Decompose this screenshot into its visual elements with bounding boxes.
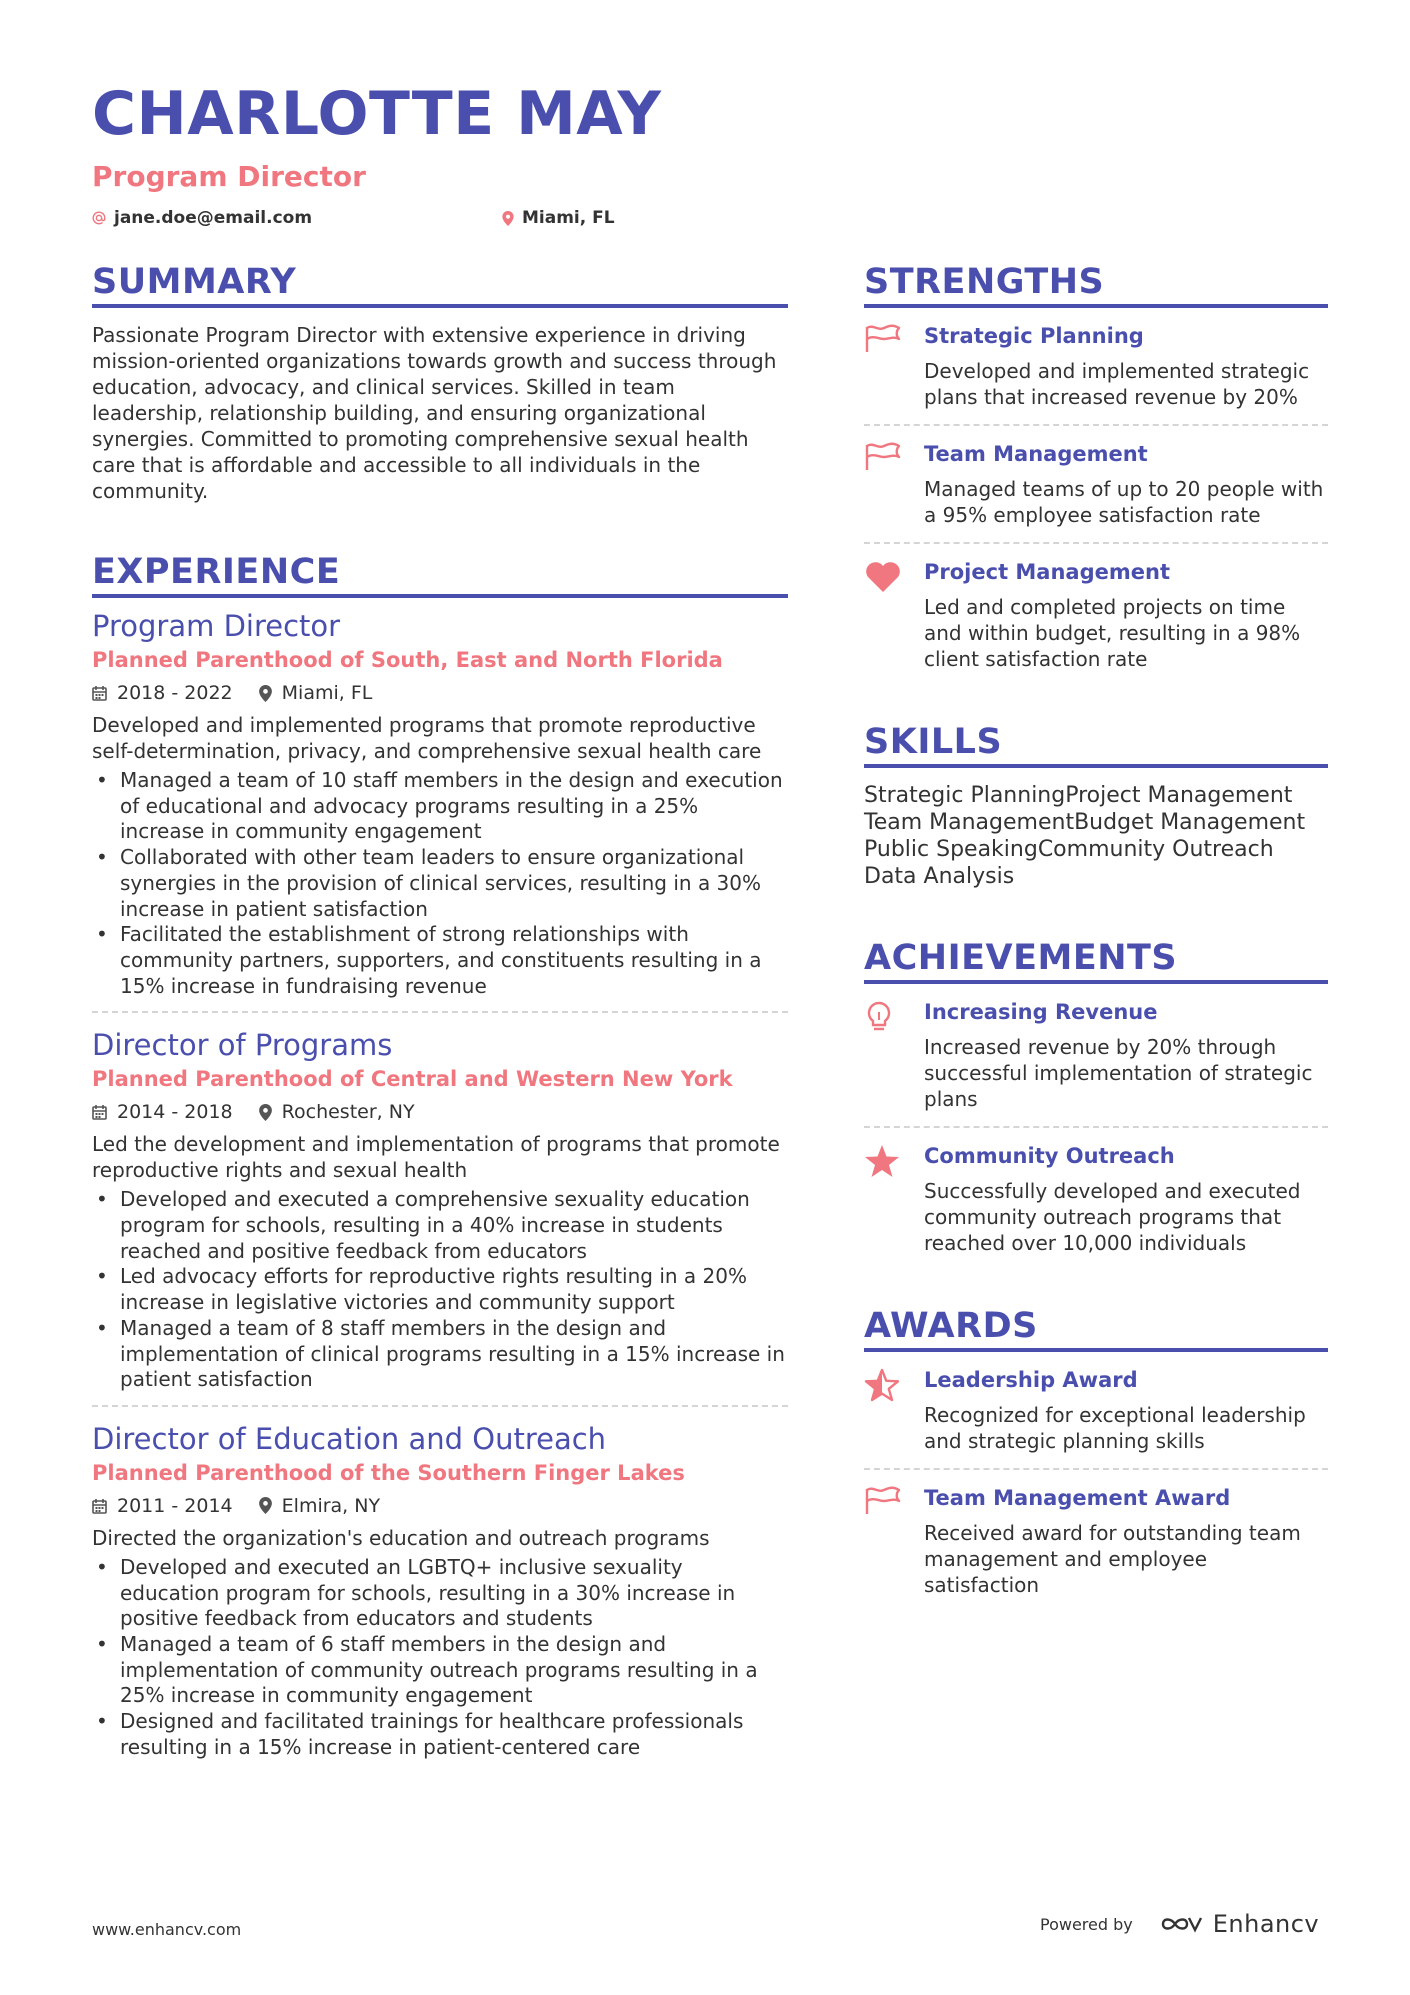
- skills-line: [864, 863, 1328, 890]
- skill-item: Community Outreach: [1037, 837, 1274, 862]
- job-description: Developed and implemented programs that promote reproductive self-determination, privacy, and comprehensive sexual health care: [92, 713, 762, 763]
- company-name: Planned Parenthood of the Southern Finger Lakes: [92, 1460, 685, 1485]
- skills-line: [864, 782, 1328, 809]
- job-location-text: Elmira, NY: [281, 1494, 381, 1517]
- contact-email[interactable]: [92, 208, 502, 228]
- email-text: jane.doe@email.com: [114, 208, 313, 228]
- job-dates-text: 2018 - 2022: [117, 682, 233, 704]
- achievement-title: Increasing Revenue: [924, 1000, 1158, 1024]
- right-column: [864, 262, 1328, 1612]
- contact-location: [502, 208, 615, 228]
- bullet-item: • Managed a team of 10 staff members in the design and execution of educational and advocacy programs resulting in a 25% increase in community engagement: [92, 768, 788, 845]
- award-description: Recognized for exceptional leadership and strategic planning skills: [924, 1403, 1306, 1453]
- footer-website[interactable]: www.enhancv.com: [92, 1920, 242, 1939]
- flag-icon: [864, 322, 924, 410]
- job-location: [259, 1099, 415, 1125]
- skill-item: Strategic Planning: [864, 783, 1066, 808]
- calendar-icon: [92, 685, 107, 701]
- job-location: [259, 680, 373, 706]
- job-dates: [92, 1493, 233, 1519]
- achievement-body: [924, 1142, 1328, 1256]
- awards-list: [864, 1352, 1328, 1612]
- strength-title: Team Management: [924, 442, 1148, 466]
- summary-section: [92, 262, 788, 504]
- achievements-section: [864, 938, 1328, 1270]
- strength-body: [924, 558, 1328, 672]
- award-description: Received award for outstanding team management and employee satisfaction: [924, 1521, 1301, 1597]
- job-dates: [92, 1099, 233, 1125]
- achievement-description: Increased revenue by 20% through successful implementation of strategic plans: [924, 1035, 1313, 1111]
- enhancv-logo-icon: [1159, 1912, 1205, 1936]
- job-bullets: [92, 1555, 788, 1761]
- job-location: [259, 1493, 380, 1519]
- skill-item: Budget Management: [1074, 810, 1306, 835]
- strengths-section: [864, 262, 1328, 686]
- heart-icon: [864, 558, 924, 672]
- location-pin-icon: [259, 685, 272, 702]
- strength-description: Developed and implemented strategic plans that increased revenue by 20%: [924, 359, 1310, 409]
- strength-item: [864, 544, 1328, 686]
- powered-by-label: Powered by: [1040, 1914, 1133, 1934]
- job-meta: [92, 1099, 788, 1125]
- skills-line: [864, 836, 1328, 863]
- location-pin-icon: [259, 1104, 272, 1121]
- at-icon: [92, 211, 106, 225]
- skill-item: Public Speaking: [864, 837, 1038, 862]
- experience-item: [92, 608, 788, 1013]
- bullet-item: • Designed and facilitated trainings for healthcare professionals resulting in a 15% increase in patient-centered care: [92, 1709, 788, 1760]
- skill-item: Project Management: [1065, 783, 1293, 808]
- bullet-item: • Developed and executed a comprehensive sexuality education program for schools, resulting in a 40% increase in students reached and positive feedback from educators: [92, 1187, 788, 1264]
- strength-item: [864, 308, 1328, 426]
- experience-item: [92, 1027, 788, 1407]
- calendar-icon: [92, 1104, 107, 1120]
- job-title: Director of Education and Outreach: [92, 1421, 607, 1456]
- skills-heading: SKILLS: [864, 722, 1328, 768]
- resume-header: [92, 78, 1292, 228]
- company-name: Planned Parenthood of Central and Western New York: [92, 1067, 733, 1092]
- award-item: [864, 1470, 1328, 1612]
- award-title: Team Management Award: [924, 1486, 1231, 1510]
- left-column: [92, 262, 788, 1773]
- bullet-item: • Managed a team of 6 staff members in the design and implementation of community outreach programs resulting in a 25% increase in community engagement: [92, 1632, 788, 1709]
- bullet-item: • Facilitated the establishment of strong relationships with community partners, supporters, and constituents resulting in a 15% increase in fundraising revenue: [92, 922, 788, 999]
- footer-branding: [1040, 1910, 1319, 1938]
- job-title: Program Director: [92, 609, 341, 643]
- contact-info: [92, 208, 1292, 228]
- summary-text: Passionate Program Director with extensive experience in driving mission-oriented organizations towards growth and success through education, advocacy, and clinical services. Skilled in team leadership, relationship building, and ensuring organizational synergies. Committed to promoting comprehensive sexual health care that is affordable and accessible to all individuals in the community.: [92, 323, 777, 503]
- job-location-text: Miami, FL: [281, 682, 373, 704]
- location-text: Miami, FL: [522, 208, 615, 228]
- strength-body: [924, 440, 1328, 528]
- awards-heading: AWARDS: [864, 1306, 1328, 1352]
- strength-description: Led and completed projects on time and within budget, resulting in a 98% client satisfaction rate: [924, 595, 1301, 671]
- experience-heading: EXPERIENCE: [92, 552, 788, 598]
- brand-name: Enhancv: [1212, 1910, 1320, 1938]
- strengths-heading: STRENGTHS: [864, 262, 1328, 308]
- job-description: Led the development and implementation of programs that promote reproductive rights and sexual health: [92, 1132, 780, 1183]
- skill-item: Team Management: [864, 810, 1075, 835]
- star-outline-icon: [864, 1366, 924, 1454]
- skills-section: [864, 722, 1328, 890]
- job-dates-text: 2011 - 2014: [117, 1494, 233, 1517]
- award-item: [864, 1352, 1328, 1470]
- job-bullets: [92, 1187, 788, 1393]
- achievements-list: [864, 984, 1328, 1270]
- job-location-text: Rochester, NY: [281, 1101, 415, 1124]
- job-meta: [92, 680, 788, 706]
- strengths-list: [864, 308, 1328, 686]
- experience-section: [92, 552, 788, 1773]
- job-dates-text: 2014 - 2018: [117, 1101, 233, 1124]
- location-pin-icon: [502, 211, 514, 226]
- achievement-body: [924, 998, 1328, 1112]
- job-bullets: [92, 768, 788, 999]
- bullet-item: • Managed a team of 8 staff members in the design and implementation of clinical programs resulting in a 15% increase in patient satisfaction: [92, 1316, 788, 1393]
- candidate-name: CHARLOTTE MAY: [92, 79, 662, 149]
- job-meta: [92, 1493, 788, 1519]
- candidate-title: Program Director: [92, 160, 366, 193]
- award-body: [924, 1484, 1328, 1598]
- achievements-heading: ACHIEVEMENTS: [864, 938, 1328, 984]
- summary-heading: SUMMARY: [92, 262, 788, 308]
- strength-title: Project Management: [924, 560, 1170, 584]
- calendar-icon: [92, 1498, 107, 1514]
- bullet-item: • Developed and executed an LGBTQ+ inclusive sexuality education program for schools, resulting in a 30% increase in positive feedback from educators and students: [92, 1555, 788, 1632]
- strength-body: [924, 322, 1328, 410]
- bullet-item: • Led advocacy efforts for reproductive rights resulting in a 20% increase in legislative victories and community support: [92, 1264, 788, 1315]
- flag-icon: [864, 440, 924, 528]
- star-icon: [864, 1142, 924, 1256]
- achievement-item: [864, 1128, 1328, 1270]
- strength-description: Managed teams of up to 20 people with a 95% employee satisfaction rate: [924, 477, 1324, 527]
- skills-line: [864, 809, 1328, 836]
- bullet-item: • Collaborated with other team leaders to ensure organizational synergies in the provision of clinical services, resulting in a 30% increase in patient satisfaction: [92, 845, 788, 922]
- achievement-item: [864, 984, 1328, 1128]
- strength-title: Strategic Planning: [924, 324, 1144, 348]
- skills-list: [864, 782, 1328, 890]
- location-pin-icon: [259, 1497, 272, 1514]
- company-name: Planned Parenthood of South, East and North Florida: [92, 648, 723, 672]
- award-title: Leadership Award: [924, 1368, 1138, 1392]
- skill-item: Data Analysis: [864, 864, 1015, 889]
- strength-item: [864, 426, 1328, 544]
- job-title: Director of Programs: [92, 1028, 393, 1063]
- lightbulb-icon: [864, 998, 924, 1112]
- achievement-description: Successfully developed and executed community outreach programs that reached over 10,000 individuals: [924, 1179, 1301, 1255]
- job-description: Directed the organization's education and outreach programs: [92, 1525, 710, 1550]
- award-body: [924, 1366, 1328, 1454]
- experience-item: [92, 1421, 788, 1773]
- job-dates: [92, 680, 233, 706]
- experience-list: [92, 608, 788, 1773]
- flag-icon: [864, 1484, 924, 1598]
- achievement-title: Community Outreach: [924, 1144, 1175, 1168]
- awards-section: [864, 1306, 1328, 1612]
